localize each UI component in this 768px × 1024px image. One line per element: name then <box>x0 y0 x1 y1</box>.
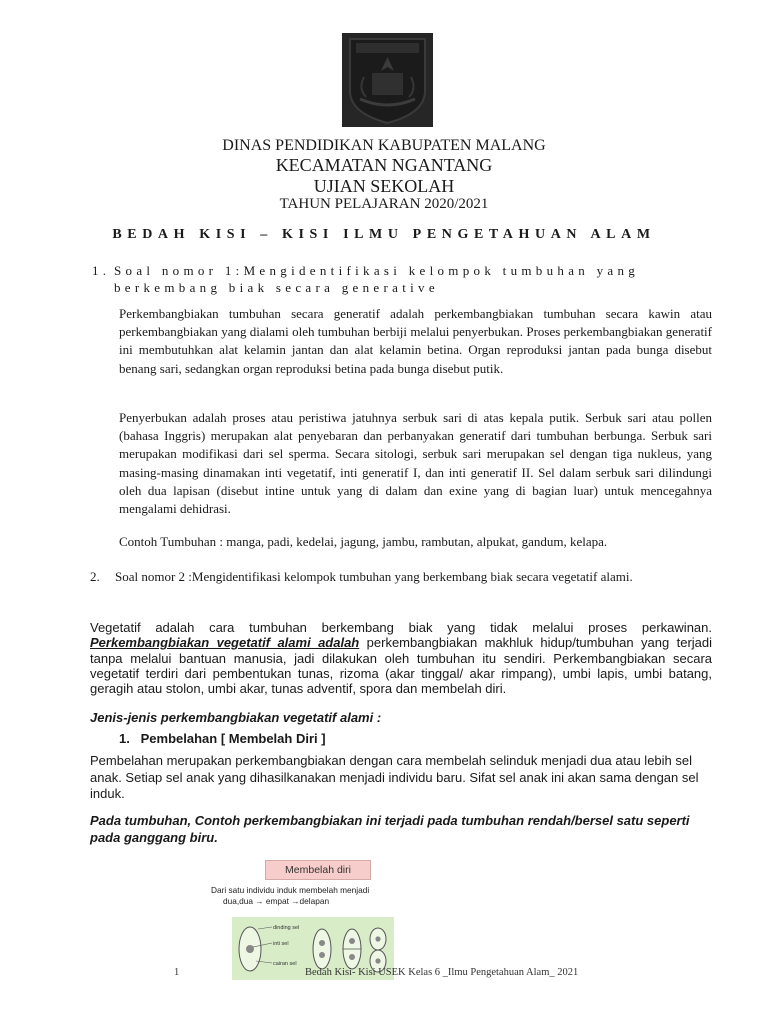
vegetative-paragraph <box>90 620 712 696</box>
fission-example: Pada tumbuhan, Contoh perkembangbiakan ini terjadi pada tumbuhan rendah/bersel satu seperti pada ganggang biru. <box>90 813 690 845</box>
label-cell-wall: dinding sel <box>273 925 300 931</box>
vegetative-definition-term: Perkembangbiakan vegetatif alami adalah <box>90 635 360 651</box>
section-title: BEDAH KISI – KISI ILMU PENGETAHUAN ALAM <box>112 227 656 242</box>
generative-paragraph: Perkembangbiakan tumbuhan secara generatif adalah perkembangbiakan tumbuhan secara kawin atau perkembangbiakan yang dialami oleh tumbuhan berbiji melalui penyerbukan. Proses perkembangbiakan generatif ini membutuhkan alat kelamin jantan dan alat kelamin betina. Organ reproduksi jantan pada bunga disebut benang sari, sedangkan organ reproduksi betina pada bunga disebut putik. <box>119 306 712 376</box>
list-item-title: Pembelahan [ Membelah Diri ] <box>140 731 326 746</box>
question-2-number: 2. <box>90 569 100 584</box>
label-cell-fluid: cairan sel <box>273 961 297 967</box>
list-item-fission <box>119 731 679 746</box>
question-2-text: Soal nomor 2 :Mengidentifikasi kelompok tumbuhan yang berkembang biak secara vegetatif alami. <box>115 569 633 584</box>
header-agency: DINAS PENDIDIKAN KABUPATEN MALANG <box>222 137 546 154</box>
list-item-number: 1. <box>119 731 130 746</box>
question-1 <box>92 262 712 296</box>
label-nucleus: inti sel <box>273 941 289 947</box>
figure-caption <box>211 885 393 906</box>
fission-paragraph: Pembelahan merupakan perkembangbiakan dengan cara membelah selinduk menjadi dua atau lebih sel anak. Setiap sel anak yang dihasilkanakan menjadi individu baru. Sifat sel anak ini akan sama dengan sel induk. <box>90 753 699 801</box>
pollination-paragraph: Penyerbukan adalah proses atau peristiwa jatuhnya serbuk sari di atas kepala putik. Serbuk sari atau pollen (bahasa Inggris) merupakan alat penyebaran dan perbanyakan generatif dari tumbuhan berbunga. Serbuk sari merupakan modifikasi dari sel sperma. Secara sitologi, serbuk sari merupakan sel dengan tiga nukleus, yang masing-masing dinamakan inti vegetatif, inti generatif I, dan inti generatif II. Sel dalam serbuk sari dilindungi oleh dua lapisan (disebut intine untuk yang di dalam dan exine yang di bagian luar) untuk mencegahnya mengalami dehidrasi. <box>119 410 712 517</box>
figure-caption-line2: dua,dua → empat →delapan <box>223 895 330 906</box>
footer-page-number: 1 <box>174 967 180 978</box>
header-district: KECAMATAN NGANTANG <box>275 155 493 175</box>
header-year: TAHUN PELAJARAN 2020/2021 <box>279 196 489 212</box>
question-1-line1: Soal nomor 1:Mengidentifikasi kelompok tumbuhan yang <box>114 263 640 278</box>
vegetative-types-heading: Jenis-jenis perkembangbiakan vegetatif alami : <box>90 710 382 725</box>
figure-title: Membelah diri <box>265 860 371 880</box>
regency-emblem-icon <box>342 33 433 127</box>
vegetative-intro: Vegetatif adalah cara tumbuhan berkembang biak yang tidak melalui proses perkawinan. <box>90 620 712 635</box>
footer-text: Bedah Kisi- Kisi USEK Kelas 6 _Ilmu Pengetahuan Alam_ 2021 <box>305 967 579 978</box>
generative-examples: Contoh Tumbuhan : manga, padi, kedelai, jagung, jambu, rambutan, alpukat, gandum, kelapa. <box>119 534 608 549</box>
figure-caption-line1: Dari satu individu induk membelah menjadi <box>211 885 370 895</box>
question-1-line2: berkembang biak secara generative <box>114 280 439 295</box>
fission-figure <box>208 855 394 980</box>
header-exam: UJIAN SEKOLAH <box>313 176 455 196</box>
question-1-number: 1. <box>92 263 111 278</box>
question-2 <box>90 568 712 586</box>
vegetative-definition-rest: perkembangbiakan makhluk hidup/tumbuhan yang terjadi tanpa melalui bantuan manusia, jadi dilakukan oleh tumbuhan itu sendiri. Perkembangbiakan secara vegetatif terdiri dari pembentukan tunas, rizoma (akar tinggal/ akar rimpang), umbi lapis, umbi batang, geragih atau stolon, umbi akar, tunas adventif, spora dan membelah diri. <box>90 635 713 697</box>
